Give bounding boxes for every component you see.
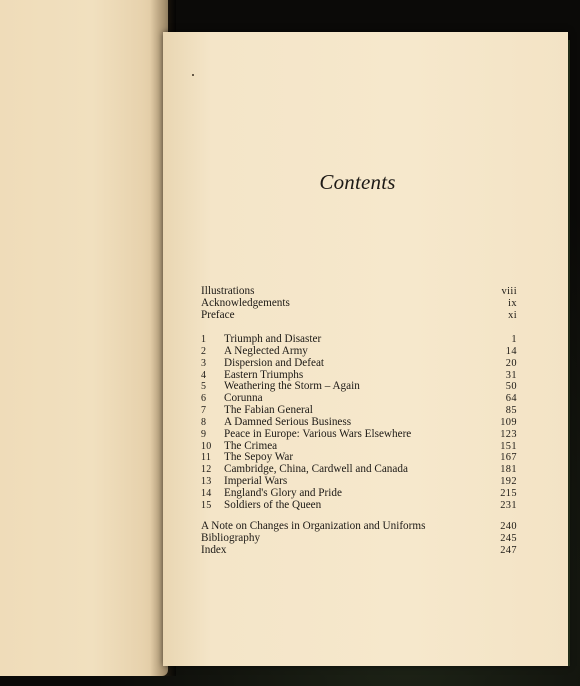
entry-title: England's Glory and Pride [224, 487, 342, 499]
toc-entry [201, 533, 517, 545]
chapter-number: 3 [201, 357, 207, 369]
toc-entry [201, 464, 517, 476]
page-number: 151 [500, 440, 517, 452]
toc-entry [201, 429, 517, 441]
entry-title: A Neglected Army [224, 345, 308, 357]
front-matter-list [201, 286, 517, 322]
page-number: 181 [500, 464, 517, 476]
toc-entry [201, 393, 517, 405]
page-speck [192, 74, 194, 76]
page-number: 247 [500, 544, 517, 556]
chapter-number: 12 [201, 464, 212, 476]
page-number: 85 [505, 405, 517, 417]
page-number: 240 [500, 521, 517, 532]
chapter-number: 10 [201, 440, 212, 452]
toc-entry [201, 452, 517, 464]
chapter-number: 15 [201, 499, 212, 511]
entry-title: Weathering the Storm – Again [224, 381, 360, 393]
page-number: 50 [505, 381, 517, 393]
page-number: viii [501, 286, 517, 297]
page-number: ix [508, 297, 517, 309]
page-number: 20 [505, 357, 517, 369]
page-number: 245 [500, 532, 517, 544]
chapter-number: 4 [201, 369, 207, 381]
entry-title: Eastern Triumphs [224, 369, 304, 381]
toc-entry [201, 441, 517, 453]
toc-entry [201, 358, 517, 370]
chapter-number: 11 [201, 452, 212, 464]
entry-title: Imperial Wars [224, 476, 288, 488]
entry-title: Preface [201, 309, 235, 321]
left-page [0, 0, 168, 676]
toc-entry [201, 521, 517, 533]
toc-entry [201, 334, 517, 346]
chapter-number: 14 [201, 487, 212, 499]
toc-entry [201, 488, 517, 500]
toc-entry [201, 346, 517, 358]
chapter-number: 13 [201, 476, 212, 488]
chapter-number: 1 [201, 334, 207, 345]
entry-title: Index [201, 544, 227, 556]
page-number: 215 [500, 487, 517, 499]
toc-entry [201, 310, 517, 322]
entry-title: A Damned Serious Business [224, 416, 352, 428]
chapter-number: 6 [201, 393, 207, 405]
page-number: 109 [500, 416, 517, 428]
chapter-list [201, 334, 517, 512]
toc-entry [201, 370, 517, 382]
entry-title: The Fabian General [224, 405, 313, 417]
page-number: 31 [505, 369, 517, 381]
back-matter-list [201, 521, 517, 557]
toc-entry [201, 476, 517, 488]
chapter-number: 9 [201, 428, 207, 440]
toc-entry [201, 405, 517, 417]
entry-title: Peace in Europe: Various Wars Elsewhere [224, 428, 412, 440]
entry-title: The Sepoy War [224, 452, 294, 464]
page-number: 167 [500, 452, 517, 464]
toc-entry [201, 500, 517, 512]
page-number: 64 [505, 393, 517, 405]
page-number: 14 [505, 345, 517, 357]
entry-title: Triumph and Disaster [224, 334, 322, 345]
toc-entry [201, 545, 517, 557]
entry-title: Acknowledgements [201, 297, 290, 309]
entry-title: Bibliography [201, 532, 261, 544]
toc-entry [201, 381, 517, 393]
chapter-number: 8 [201, 416, 207, 428]
toc-entry [201, 298, 517, 310]
page-number: 123 [500, 428, 517, 440]
entry-title: Corunna [224, 393, 263, 405]
chapter-number: 2 [201, 345, 207, 357]
page-number: 231 [500, 499, 517, 511]
entry-title: Dispersion and Defeat [224, 357, 325, 369]
chapter-number: 7 [201, 405, 207, 417]
entry-title: A Note on Changes in Organization and Uniforms [201, 521, 426, 532]
toc-entry [201, 286, 517, 298]
page-title: Contents [319, 170, 396, 194]
entry-title: The Crimea [224, 440, 278, 452]
entry-title: Soldiers of the Queen [224, 499, 322, 511]
toc-entry [201, 417, 517, 429]
chapter-number: 5 [201, 381, 207, 393]
entry-title: Cambridge, China, Cardwell and Canada [224, 464, 408, 476]
page-number: 1 [511, 334, 517, 345]
page-number: 192 [500, 476, 517, 488]
page-number: xi [508, 309, 517, 321]
entry-title: Illustrations [201, 286, 255, 297]
